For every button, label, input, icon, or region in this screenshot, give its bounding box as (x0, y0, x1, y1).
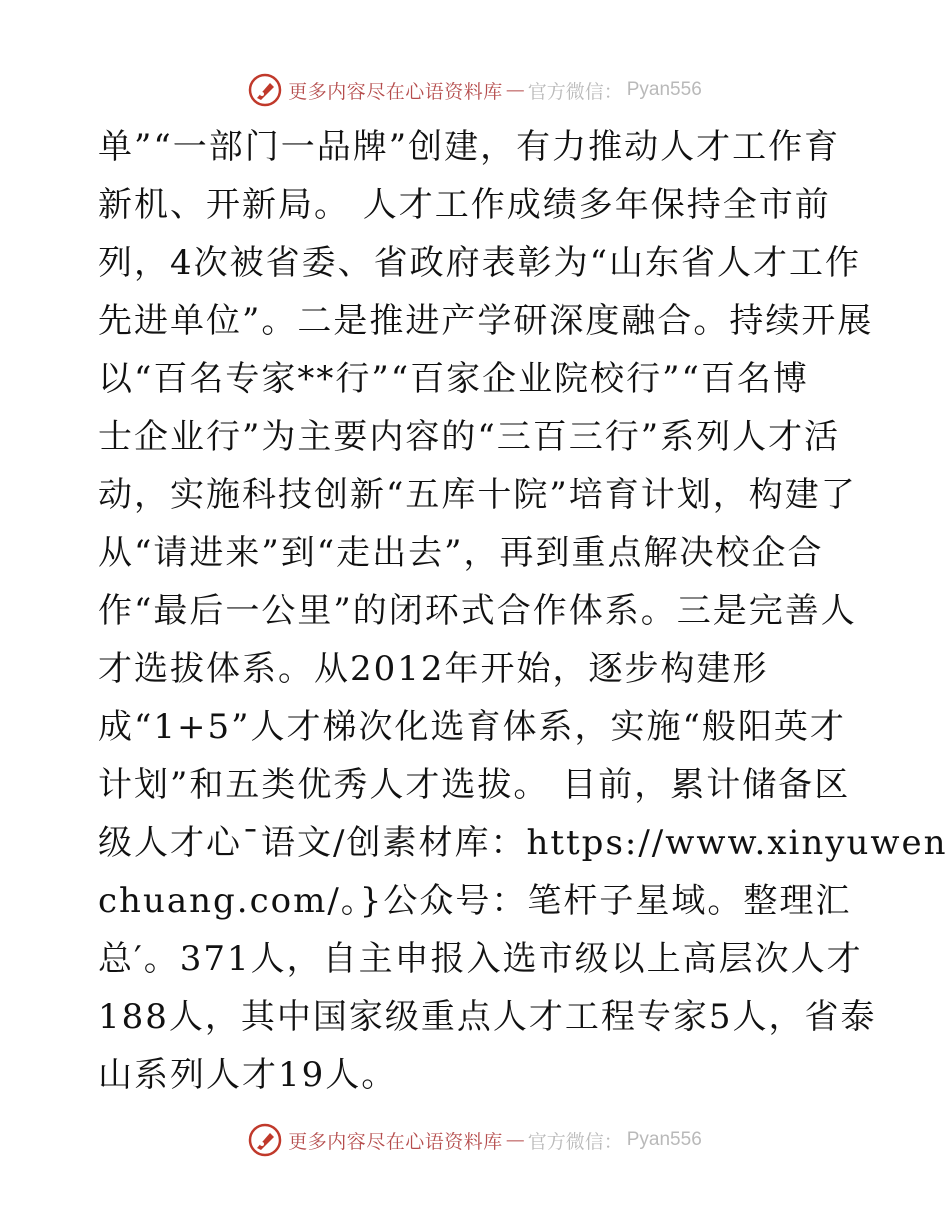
header-wechat-label: 官方微信： (527, 80, 623, 103)
text-line: 从“请进来”到“走出去”，再到重点解决校企合 (98, 533, 824, 573)
text-line: 以“百名专家**行”“百家企业院校行”“百名博 (98, 359, 809, 399)
text-line: 士企业行”为主要内容的“三百三行”系列人才活 (98, 417, 841, 457)
header-wechat-id: Pyan556 (626, 79, 702, 100)
footer-site-title: 更多内容尽在心语资料库 (288, 1130, 503, 1153)
pen-nib-logo-icon (248, 1123, 282, 1157)
text-line: 计划”和五类优秀人才选拔。 目前，累计储备区 (98, 765, 851, 805)
text-line: 成“1+5”人才梯次化选育体系，实施“般阳英才 (98, 707, 846, 747)
body-text (98, 118, 948, 1104)
header-site-title: 更多内容尽在心语资料库 (288, 80, 503, 103)
text-line: 单”“一部门一品牌”创建，有力推动人才工作育 (98, 127, 841, 167)
header-banner (0, 70, 950, 110)
footer-wechat-label: 官方微信： (527, 1130, 623, 1153)
text-line: 作“最后一公里”的闭环式合作体系。三是完善人 (98, 591, 857, 631)
footer-banner (0, 1120, 950, 1160)
pen-nib-logo-icon (248, 73, 282, 107)
text-line: 才选拔体系。从2012年开始，逐步构建形 (98, 649, 769, 689)
text-line: 先进单位”。二是推进产学研深度融合。持续开展 (98, 301, 874, 341)
text-line: 山系列人才19人。 (98, 1055, 398, 1095)
text-line: 列，4次被省委、省政府表彰为“山东省人才工作 (98, 243, 862, 283)
header-separator: — (505, 79, 525, 101)
text-line: 动，实施科技创新“五库十院”培育计划，构建了 (98, 475, 857, 515)
text-line: 级人才心¯语文/创素材库：https://www.xinyuwen (98, 823, 948, 863)
footer-separator: — (505, 1129, 525, 1151)
text-line: chuang.com/。}公众号：笔杆子星域。整理汇 (98, 881, 852, 921)
text-line: 新机、开新局。 人才工作成绩多年保持全市前 (98, 185, 831, 225)
text-line: 188人，其中国家级重点人才工程专家5人，省泰 (98, 997, 877, 1037)
text-line: 总′。371人，自主申报入选市级以上高层次人才 (98, 939, 863, 979)
footer-wechat-id: Pyan556 (626, 1129, 702, 1150)
